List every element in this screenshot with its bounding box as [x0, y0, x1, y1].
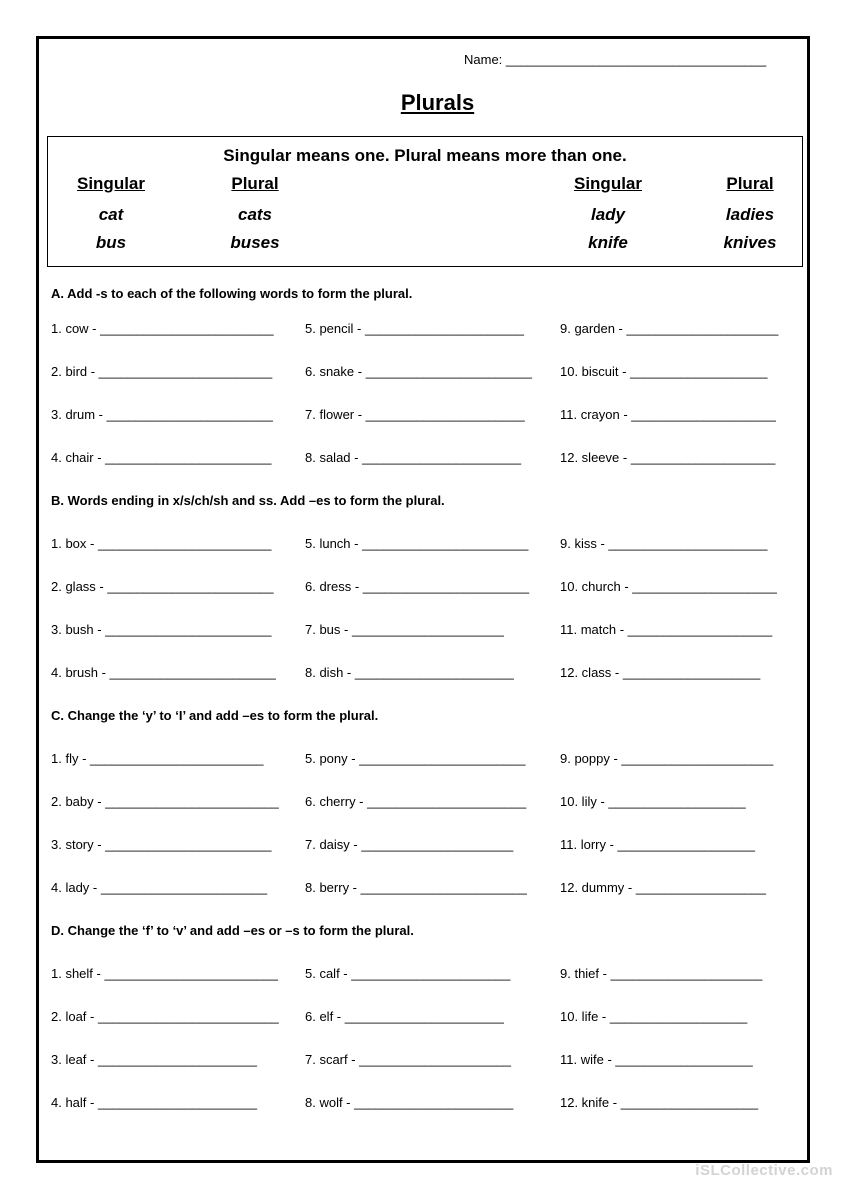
- column-header: Singular: [573, 174, 642, 193]
- exercise-item[interactable]: 8. wolf - ______________________: [305, 1095, 514, 1110]
- exercise-item[interactable]: 4. brush - _______________________: [51, 665, 276, 680]
- example-word: ladies: [725, 205, 775, 224]
- exercise-item[interactable]: 6. elf - ______________________: [305, 1009, 504, 1024]
- rule-column-singular-1: [76, 173, 146, 257]
- column-header: Plural: [231, 174, 279, 193]
- exercise-item[interactable]: 5. pencil - ______________________: [305, 321, 525, 336]
- exercise-item[interactable]: 3. drum - _______________________: [51, 407, 273, 422]
- exercise-item[interactable]: 7. daisy - _____________________: [305, 837, 514, 852]
- exercise-item[interactable]: 5. calf - ______________________: [305, 966, 511, 981]
- exercise-item[interactable]: 7. flower - ______________________: [305, 407, 525, 422]
- exercise-item[interactable]: 3. leaf - ______________________: [51, 1052, 258, 1067]
- exercise-item[interactable]: 10. life - ___________________: [560, 1009, 748, 1024]
- exercise-item[interactable]: 3. bush - _______________________: [51, 622, 272, 637]
- exercise-item[interactable]: 9. garden - _____________________: [560, 321, 779, 336]
- exercise-item[interactable]: 2. loaf - _________________________: [51, 1009, 279, 1024]
- rule-column-plural-2: [712, 173, 788, 257]
- name-field[interactable]: Name: ____________________________________: [464, 52, 767, 67]
- exercise-item[interactable]: 4. lady - _______________________: [51, 880, 268, 895]
- exercise-item[interactable]: 10. biscuit - ___________________: [560, 364, 768, 379]
- exercise-item[interactable]: 10. lily - ___________________: [560, 794, 746, 809]
- exercise-item[interactable]: 12. dummy - __________________: [560, 880, 766, 895]
- exercise-item[interactable]: 11. lorry - ___________________: [560, 837, 755, 852]
- exercise-item[interactable]: 7. bus - _____________________: [305, 622, 504, 637]
- exercise-item[interactable]: 3. story - _______________________: [51, 837, 272, 852]
- exercise-item[interactable]: 2. baby - ________________________: [51, 794, 279, 809]
- column-header: Plural: [726, 174, 774, 193]
- exercise-item[interactable]: 12. class - ___________________: [560, 665, 761, 680]
- exercise-item[interactable]: 1. shelf - ________________________: [51, 966, 278, 981]
- exercise-item[interactable]: 10. church - ____________________: [560, 579, 777, 594]
- exercise-item[interactable]: 1. box - ________________________: [51, 536, 272, 551]
- exercise-item[interactable]: 7. scarf - _____________________: [305, 1052, 512, 1067]
- exercise-item[interactable]: 11. wife - ___________________: [560, 1052, 753, 1067]
- section-a-heading: A. Add -s to each of the following words to form the plural.: [51, 286, 413, 301]
- example-word: bus: [95, 233, 127, 252]
- exercise-item[interactable]: 5. lunch - _______________________: [305, 536, 529, 551]
- example-word: cats: [237, 205, 273, 224]
- exercise-item[interactable]: 11. crayon - ____________________: [560, 407, 776, 422]
- exercise-item[interactable]: 2. glass - _______________________: [51, 579, 274, 594]
- exercise-item[interactable]: 8. salad - ______________________: [305, 450, 522, 465]
- exercise-item[interactable]: 6. cherry - ______________________: [305, 794, 527, 809]
- page-title: Plurals: [400, 90, 475, 115]
- exercise-item[interactable]: 8. berry - _______________________: [305, 880, 527, 895]
- example-word: buses: [230, 233, 280, 252]
- rule-column-plural-1: [220, 173, 290, 257]
- watermark: iSLCollective.com: [695, 1162, 833, 1179]
- example-word: cat: [98, 205, 124, 224]
- exercise-item[interactable]: 4. half - ______________________: [51, 1095, 258, 1110]
- exercise-item[interactable]: 9. poppy - _____________________: [560, 751, 774, 766]
- rule-box: [47, 136, 803, 267]
- exercise-item[interactable]: 6. dress - _______________________: [305, 579, 530, 594]
- exercise-item[interactable]: 9. thief - _____________________: [560, 966, 763, 981]
- example-word: lady: [590, 205, 626, 224]
- rule-column-singular-2: [568, 173, 648, 257]
- exercise-item[interactable]: 8. dish - ______________________: [305, 665, 514, 680]
- section-c-heading: C. Change the ‘y’ to ‘I’ and add –es to form the plural.: [51, 708, 379, 723]
- exercise-item[interactable]: 1. fly - ________________________: [51, 751, 264, 766]
- exercise-item[interactable]: 2. bird - ________________________: [51, 364, 273, 379]
- exercise-item[interactable]: 1. cow - ________________________: [51, 321, 274, 336]
- section-b-heading: B. Words ending in x/s/ch/sh and ss. Add –es to form the plural.: [51, 493, 445, 508]
- exercise-item[interactable]: 5. pony - _______________________: [305, 751, 526, 766]
- example-word: knives: [723, 233, 777, 252]
- column-header: Singular: [76, 174, 145, 193]
- exercise-item[interactable]: 4. chair - _______________________: [51, 450, 272, 465]
- exercise-item[interactable]: 12. sleeve - ____________________: [560, 450, 776, 465]
- example-word: knife: [588, 233, 628, 252]
- exercise-item[interactable]: 9. kiss - ______________________: [560, 536, 768, 551]
- exercise-item[interactable]: 6. snake - _______________________: [305, 364, 532, 379]
- section-d-heading: D. Change the ‘f’ to ‘v’ and add –es or –s to form the plural.: [51, 923, 414, 938]
- exercise-item[interactable]: 11. match - ____________________: [560, 622, 773, 637]
- rule-heading: Singular means one. Plural means more than one.: [223, 146, 627, 165]
- exercise-item[interactable]: 12. knife - ___________________: [560, 1095, 759, 1110]
